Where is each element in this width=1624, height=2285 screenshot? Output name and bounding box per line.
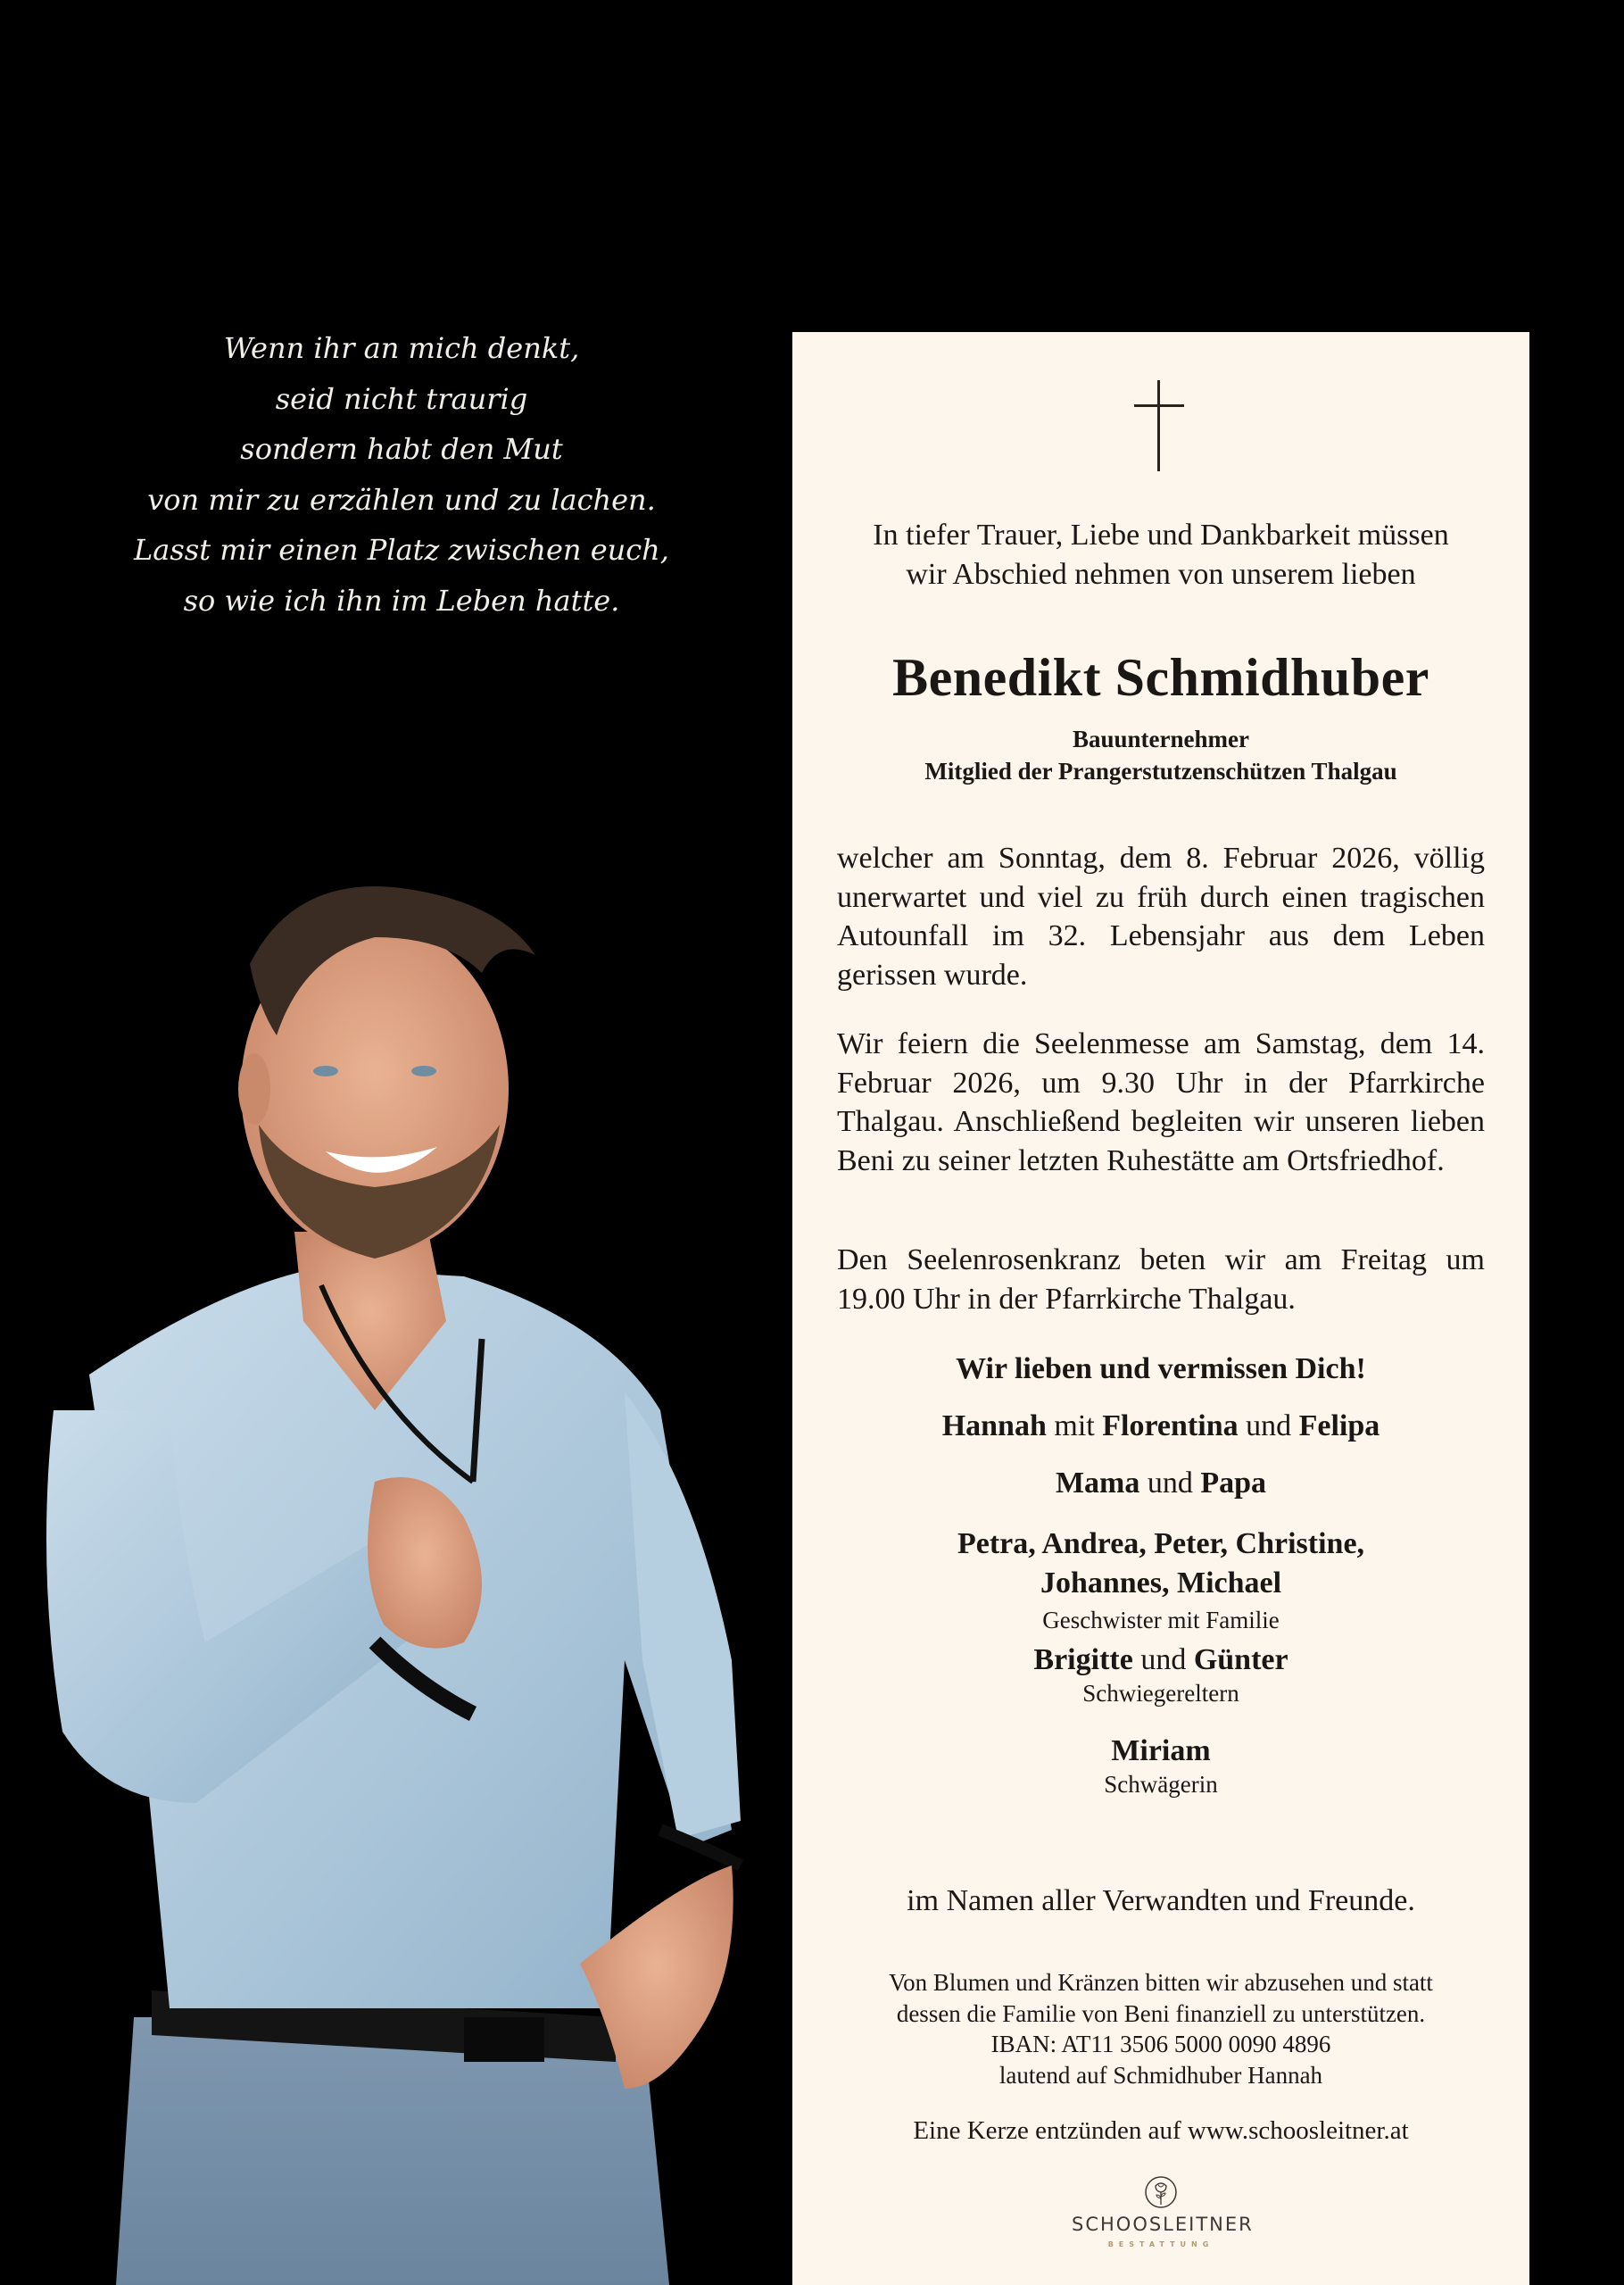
closing-line: im Namen aller Verwandten und Freunde. — [907, 1884, 1415, 1917]
mourner-name: Papa — [1200, 1467, 1267, 1500]
account-holder-line: lautend auf Schmidhuber Hannah — [998, 2061, 1323, 2089]
connector: und — [1140, 1643, 1187, 1676]
mourner-line — [792, 1407, 1529, 1446]
donation-line: Von Blumen und Kränzen bitten wir abzusehen und statt — [889, 1969, 1433, 1996]
mourner-name: Miriam — [1111, 1734, 1211, 1767]
obituary-panel — [792, 332, 1529, 2285]
poem-line: seid nicht traurig — [275, 381, 528, 416]
mourner-line — [792, 1464, 1529, 1503]
poem-line: so wie ich ihn im Leben hatte. — [183, 583, 620, 618]
iban-line: IBAN: AT11 3506 5000 0090 4896 — [990, 2031, 1331, 2057]
role-line: Mitglied der Prangerstutzenschützen Thalgau — [924, 758, 1397, 785]
relation-label: Schwägerin — [1104, 1771, 1218, 1798]
connector: mit — [1054, 1409, 1095, 1442]
death-paragraph: welcher am Sonntag, dem 8. Februar 2026, völlig unerwartet und viel zu früh durch einen tragischen Autounfall im 32. Lebensjahr aus dem Leben gerissen wurde. — [837, 842, 1485, 992]
logo-brand: SCHOOSLEITNER — [1072, 2214, 1254, 2235]
website-link[interactable]: www.schoosleitner.at — [1187, 2116, 1409, 2145]
poem-line: sondern habt den Mut — [240, 432, 563, 466]
deceased-roles — [792, 723, 1529, 787]
connector: und — [1246, 1409, 1292, 1442]
logo-subtitle: BESTATTUNG — [1107, 2240, 1214, 2248]
donation-line: dessen die Familie von Beni finanziell zu unterstützen. — [896, 1999, 1426, 2027]
deceased-name: Benedikt Schmidhuber — [892, 648, 1429, 707]
mourner-name: Felipa — [1298, 1409, 1380, 1442]
poem-line: Wenn ihr an mich denkt, — [223, 331, 580, 365]
funeral-mass-paragraph: Wir feiern die Seelenmesse am Samstag, dem 14. Februar 2026, um 9.30 Uhr in der Pfarrkirche Thalgau. Anschließend begleiten wir unseren lieben Beni zu seiner letzten Ruhestätte am Ortsfriedhof. — [837, 1027, 1485, 1177]
mourner-names: Petra, Andrea, Peter, Christine, — [957, 1527, 1365, 1560]
donation-note — [792, 1967, 1529, 2090]
mourner-name: Mama — [1055, 1467, 1140, 1500]
funeral-home-logo — [1072, 2174, 1254, 2248]
poem-line: Lasst mir einen Platz zwischen euch, — [134, 533, 669, 567]
portrait-photo — [0, 857, 785, 2285]
poem-line: von mir zu erzählen und zu lachen. — [147, 482, 656, 517]
mourner-line — [792, 1732, 1529, 1771]
mourner-name: Florentina — [1102, 1409, 1239, 1442]
cross-icon — [1134, 380, 1184, 471]
connector: und — [1147, 1467, 1193, 1500]
role-line: Bauunternehmer — [1073, 726, 1249, 752]
relation-label: Schwiegereltern — [1082, 1680, 1239, 1707]
candle-line — [792, 2114, 1529, 2148]
mourner-name: Günter — [1193, 1643, 1288, 1676]
mourner-name: Hannah — [941, 1409, 1047, 1442]
mourner-names: Johannes, Michael — [1040, 1566, 1282, 1600]
memorial-poem — [134, 323, 669, 626]
mourner-line — [792, 1525, 1529, 1564]
mourner-line — [792, 1564, 1529, 1603]
candle-text: Eine Kerze entzünden auf — [913, 2116, 1181, 2145]
intro-line: wir Abschied nehmen von unserem lieben — [906, 558, 1416, 591]
relation-label: Geschwister mit Familie — [1042, 1607, 1280, 1633]
rose-icon — [1143, 2174, 1179, 2210]
intro-line: In tiefer Trauer, Liebe und Dankbarkeit müssen — [873, 519, 1449, 552]
love-line: Wir lieben und vermissen Dich! — [956, 1352, 1366, 1385]
mourner-name: Brigitte — [1033, 1643, 1133, 1676]
intro-text — [792, 516, 1529, 594]
rosary-paragraph: Den Seelenrosenkranz beten wir am Freitag um 19.00 Uhr in der Pfarrkirche Thalgau. — [837, 1243, 1485, 1316]
mourner-line — [792, 1641, 1529, 1680]
